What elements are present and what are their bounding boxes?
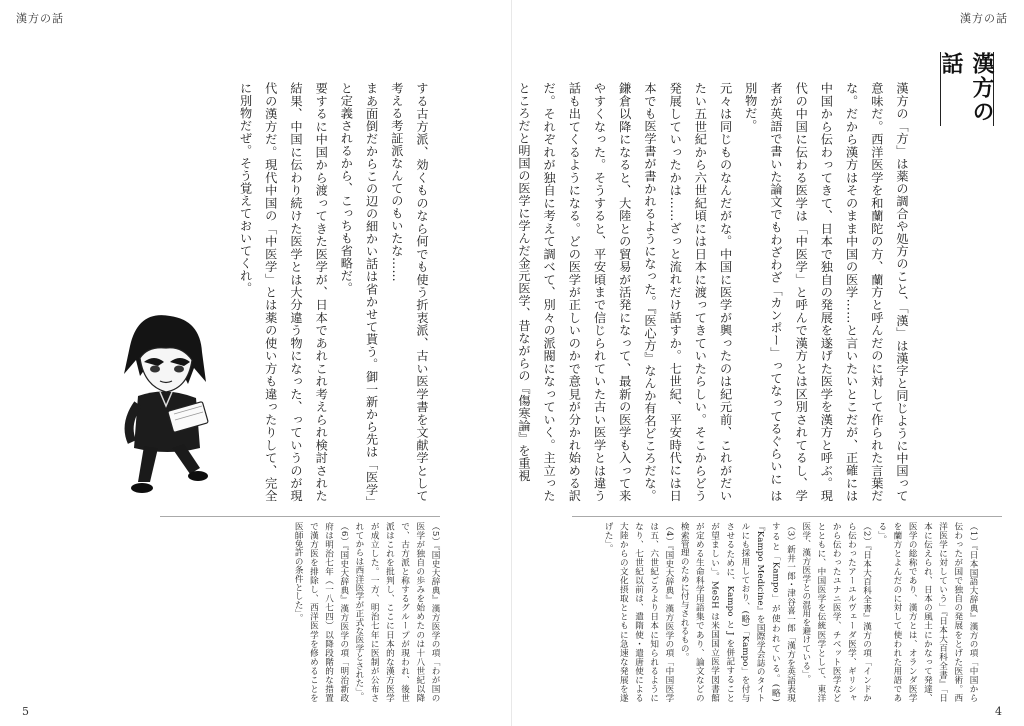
running-head-left: 漢方の話 (16, 12, 64, 25)
running-head-right: 漢方の話 (960, 12, 1008, 25)
footnote: （6）『国史大辞典』漢方医学の項「明治新政府は明治七年（一八七四）以降段階的な措置で漢方医を排除し、西洋医学を修めることを医師免許の条件とした」。 (293, 522, 349, 702)
body-paragraph: 要するに中国から渡ってきた医学が、日本であれこれ考えられ検討された結果、中国に伝わり続けた医学とは大分違う物になった、っていうのが現代の漢方だ。現代中国の「中医学」とは薬の使い方も違ったりして、完全に別物だぜ。そう覚えておいてくれ。 (238, 82, 329, 502)
page-number-left: 5 (22, 705, 29, 718)
body-paragraph: する古方派、効くものなら何でも使う折衷派、古い医学書を文献学として考える考証派なんてのもいたな…… (389, 82, 429, 502)
chapter-title (940, 52, 994, 126)
footnote: （5）『国史大辞典』漢方医学の項「わが国の医学が独自の歩みを始めたのは十八世紀以降で、古方派と称するグループが現われ、後世派はこれを批判し、ここに日本的な漢方医学が成立した。一方、明治七年に医制が公布されてからは西洋医学が正式な医学とされた」。 (353, 522, 440, 702)
main-text-right-page (516, 82, 914, 502)
footnote: （3）新井一郎・津谷喜一郎「漢方を英語表現すると「Kampo」が使われている。(略)『Kampo Medicine』を国際学会誌のタイトルにも採用しており、(略)「Kampo」を付与させるために、Kampo と J を併記することが望ましい」。MeSH は米国国立医学図書館が定める生命科学用語集であり、論文などの検索管理のために付与されるもの。 (679, 522, 796, 702)
chapter-title-text: 漢方の話 (938, 52, 995, 124)
body-paragraph: まあ面倒だからこの辺の細かい話は省かせて貰う。御一新から先は「医学」と定義されるから、こっちも省略だ。 (339, 82, 379, 502)
footnote: （4）『国史大辞典』漢方医学の項「中国医学は五、六世紀ごろより日本に知られるようになり、七世紀以前は、遣隋使・遣唐使による大陸からの文化摂取とともに急速な発展を遂げた」。 (603, 522, 674, 702)
character-illustration (108, 306, 226, 506)
footnote: （1）『日本国語大辞典』漢方の項「中国から伝わったが国で独自の発展をとげた医術。西洋医学に対していう」『日本大百科全書』「日本に伝えられ、日本の風土にかなって発達、医学の総称であり、漢方とは、オランダ医学を蘭方とよんだのに対して使われた用語である」。 (876, 522, 978, 702)
footnote: （2）『日本大百科全書』漢方の項「インドから伝わったアーユルヴェーダ医学、ギリシャから伝わったユナニ医学、チベット医学などとともに、中国医学を伝統医学として、東洋医学、漢方医学との混用を避けている」。 (800, 522, 872, 702)
body-paragraph: 元々は同じものなんだがな。中国に医学が興ったのは紀元前、これがだいたい五世紀から六世紀頃には日本に渡ってきていたらしい。そこからどう発展していったかは……ざっと流れだけ話すか。七世紀、平安時代には日本でも医学書が書かれるようになった。『医心方』なんか有名どころだな。鎌倉以降になると、大陸との貿易が活発になって、最新の医学も入って来やすくなった。そうすると、平安頃まで信じられていた古い医学とは違う話も出てくるようになる。どの医学が正しいのかで意見が分かれ始める訳だ。それぞれが独自に考えて調べて、別々の派閥になっていく。主立ったところだと明国の医学に学んだ金元医学、昔ながらの『傷寒論』を重視 (516, 82, 733, 502)
page-number-right: 4 (995, 705, 1002, 718)
footnotes-left-page (162, 522, 442, 702)
notes-divider-right (572, 516, 1002, 517)
main-text-left-page (229, 82, 434, 502)
body-paragraph: 漢方の「方」は薬の調合や処方のこと、「漢」は漢字と同じように中国って意味だ。西洋医学を和蘭陀の方、蘭方と呼んだのに対して作られた言葉だな。だから漢方はそのまま中国の医学……と言いたいとこだが、正確には中国から伝わってきて、日本で独自の発展を遂げた医学を漢方と呼ぶ。現代の中国に伝わる医学は「中医学」と呼んで漢方とは区別されてるし、学者が英語で書いた論文でもわざわざ「カンポー」ってなってるぐらいに は別物だ。 (743, 82, 909, 502)
notes-divider-left (160, 516, 440, 517)
footnotes-right-page (552, 522, 980, 702)
chibi-character-image (108, 306, 226, 506)
